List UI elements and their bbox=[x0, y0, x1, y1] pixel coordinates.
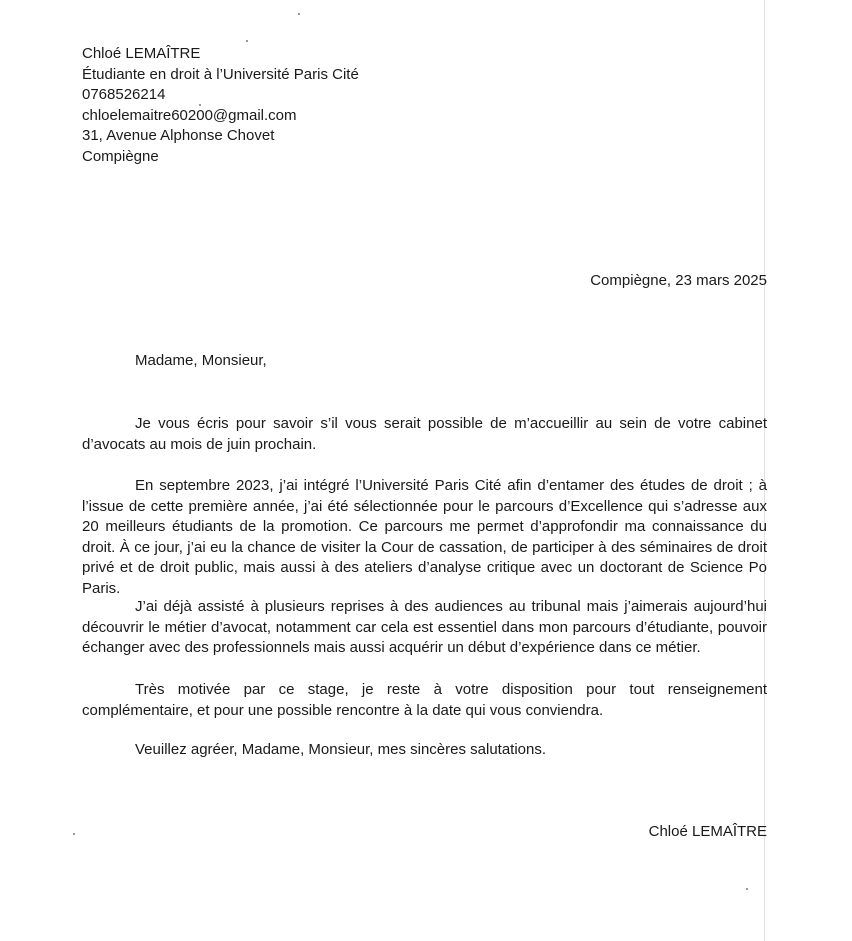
sender-title: Étudiante en droit à l’Université Paris Cité bbox=[82, 65, 359, 83]
paragraph: Je vous écris pour savoir s’il vous serait possible de m’accueillir au sein de votre cabinet d’avocats au mois de juin prochain. bbox=[82, 415, 767, 453]
sender-email: chloelemaitre60200@gmail.com bbox=[82, 106, 297, 124]
sender-name: Chloé LEMAÎTRE bbox=[82, 45, 201, 62]
letter-date: Compiègne, 23 mars 2025 bbox=[590, 272, 767, 289]
paragraph-3-block bbox=[82, 597, 767, 659]
sender-block bbox=[82, 44, 359, 167]
salutation: Madame, Monsieur, bbox=[135, 352, 267, 369]
closing-formula: Veuillez agréer, Madame, Monsieur, mes sincères salutations. bbox=[135, 741, 547, 758]
scan-speck bbox=[246, 40, 248, 42]
signature: Chloé LEMAÎTRE bbox=[648, 823, 767, 840]
paragraph-1-block bbox=[82, 414, 767, 455]
scan-edge-line bbox=[764, 0, 765, 941]
sender-street: 31, Avenue Alphonse Chovet bbox=[82, 127, 275, 144]
sender-phone: 0768526214 bbox=[82, 86, 166, 103]
sender-city: Compiègne bbox=[82, 147, 159, 165]
paragraph-4-block bbox=[82, 680, 767, 721]
scan-speck bbox=[746, 888, 748, 890]
paragraph: Très motivée par ce stage, je reste à votre disposition pour tout renseignement complémentaire, et pour une possible rencontre à la date qui vous conviendra. bbox=[82, 681, 767, 719]
scan-speck bbox=[73, 833, 75, 835]
paragraph: J’ai déjà assisté à plusieurs reprises à des audiences au tribunal mais j’aimerais aujourd’hui découvrir le métier d’avocat, notamment car cela est essentiel dans mon parcours d’étudiante, pouvoir échanger avec des professionnels mais aussi acquérir un début d’expérience dans ce métier. bbox=[82, 598, 767, 657]
scan-speck bbox=[298, 13, 300, 15]
paragraph-2-block bbox=[82, 476, 767, 600]
paragraph: En septembre 2023, j’ai intégré l’Université Paris Cité afin d’entamer des études de droit ; à l’issue de cette première année, j’ai été sélectionnée pour le parcours d’Excellence qui s’adresse aux 20 meilleurs étudiants de la promotion. Ce parcours me permet d’approfondir ma connaissance du droit. À ce jour, j’ai eu la chance de visiter la Cour de cassation, de participer à des séminaires de droit privé et de droit public, mais aussi à des ateliers d’analyse critique avec un doctorant de Science Po Paris. bbox=[82, 477, 767, 597]
